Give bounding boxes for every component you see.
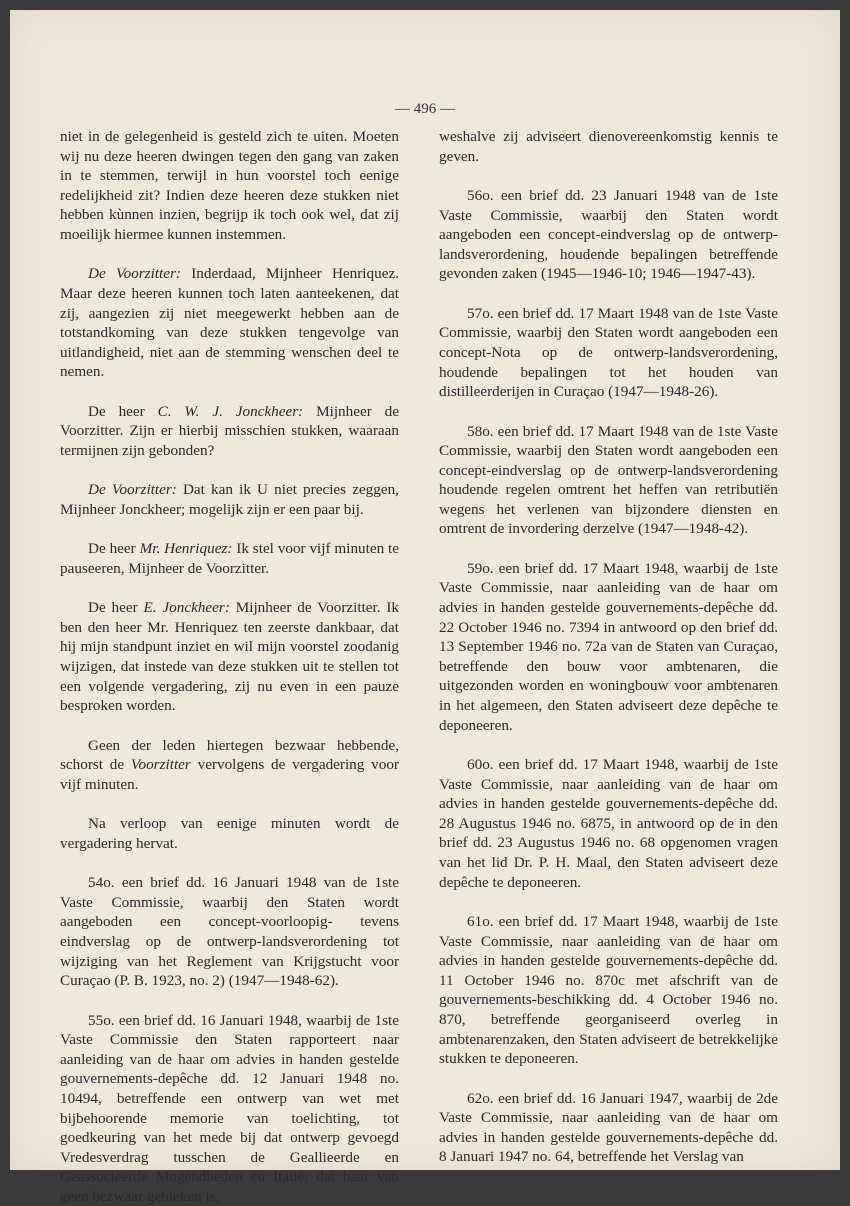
agenda-item: 59o. een brief dd. 17 Maart 1948, waarbij de 1ste Vaste Commissie, naar aanleiding van de haar om advies in handen gestelde gouvernements-depêche dd. 22 October 1946 no. 7394 in antwoord op den brief dd. 13 September 1946 no. 72a van de Staten van Curaçao, betreffende den bouw voor ambtenaren, die uitgezonden worden en woningbouw voor ambtenaren in het algemeen, den Staten adviseert deze depêche te deponeeren. (439, 559, 778, 734)
paragraph: De heer C. W. J. Jonckheer: Mijnheer de Voorzitter. Zijn er hierbij misschien stukken, waaraan termijnen zijn gebonden? (60, 402, 399, 459)
speaker-name: De Voorzitter: (88, 481, 177, 499)
agenda-item: 61o. een brief dd. 17 Maart 1948, waarbij de 1ste Vaste Commissie, naar aanleiding van de haar om advies in handen gestelde gouvernements-depêche dd. 11 October 1946 no. 870c met afschrift van de gouvernements-beschikking dd. 4 October 1946 no. 870, betreffende georganiseerd overleg in ambtenarenzaken, den Staten adviseert de betrekkelijke stukken te deponeeren. (439, 912, 778, 1068)
agenda-item: 62o. een brief dd. 16 Januari 1947, waarbij de 2de Vaste Commissie, naar aanleiding van de haar om advies in handen gestelde gouvernements-depêche dd. 8 Januari 1947 no. 64, betreffende het Verslag van (439, 1089, 778, 1166)
right-column (439, 127, 778, 1167)
paragraph: De heer E. Jonckheer: Mijnheer de Voorzitter. Ik ben den heer Mr. Henriquez ten zeerste dankbaar, dat hij mijn standpunt inziet en wil mijn voorstel zoodanig wijzigen, dat instede van deze stukken uit te stellen tot een volgende vergadering, zij nu even in een pauze besproken worden. (60, 599, 400, 715)
paragraph: De heer Mr. Henriquez: Ik stel voor vijf minuten te pauseeren, Mijnheer de Voorzitter. (60, 540, 399, 577)
agenda-item: 55o. een brief dd. 16 Januari 1948, waarbij de 1ste Vaste Commissie den Staten rapporteert naar aanleiding van de haar om advies in handen gestelde gouvernements-depêche dd. 12 Januari 1948 no. 10494, betreffende een ontwerp van wet met bijbehoorende memorie van toelichting, tot goedkeuring van het mede bij dat ontwerp gevoegd Vredesverdrag tusschen de Geallieerde en Geassocieerde Mogendheden en Italië, dat haar van geen bezwaar gebleken is, (60, 1011, 399, 1205)
paragraph: Na verloop van eenige minuten wordt de vergadering hervat. (60, 815, 399, 852)
agenda-item: 56o. een brief dd. 23 Januari 1948 van de 1ste Vaste Commissie, waarbij den Staten wordt aangeboden een concept-eindverslag op de ontwerp-landsverordening, houdende bepalingen betreffende gevonden zaken (1945—1946-10; 1946—1947-43). (439, 186, 778, 283)
agenda-item: 60o. een brief dd. 17 Maart 1948, waarbij de 1ste Vaste Commissie, naar aanleiding van de haar om advies in handen gestelde gouvernements-depêche dd. 28 Augustus 1946 no. 6875, in antwoord op de in den brief dd. 23 Augustus 1946 no. 68 opgenomen vragen van het lid Dr. P. H. Maal, den Staten adviseert deze depêche te deponeeren. (439, 756, 778, 891)
left-column (60, 127, 399, 1206)
agenda-item: 58o. een brief dd. 17 Maart 1948 van de 1ste Vaste Commissie, waarbij den Staten wordt aangeboden een concept-eindverslag op de ontwerp-landsverordening houdende regelen omtrent het heffen van retributiën wegens het verlenen van bijzondere diensten en omtrent de invordering derzelve (1947—1948-42). (439, 422, 778, 538)
agenda-item: 54o. een brief dd. 16 Januari 1948 van de 1ste Vaste Commissie, waarbij den Staten wordt aangeboden een concept-voorloopig- tevens eindverslag op de ontwerp-landsverordening tot wijziging van het Reglement van Krijgstucht voor Curaçao (P. B. 1923, no. 2) (1947—1948-62). (60, 874, 399, 990)
agenda-item: 57o. een brief dd. 17 Maart 1948 van de 1ste Vaste Commissie, waarbij den Staten wordt aangeboden een concept-Nota op de ontwerp-landsverordening, houdende bepalingen tot het houden van distilleerderijen in Curaçao (1947—1948-26). (439, 304, 778, 401)
paragraph: Geen der leden hiertegen bezwaar hebbende, schorst de Voorzitter vervolgens de vergadering voor vijf minuten. (60, 736, 399, 793)
paragraph: De Voorzitter: Dat kan ik U niet precies zeggen, Mijnheer Jonckheer; mogelijk zijn er een paar bij. (60, 481, 400, 518)
paragraph: De Voorzitter: Inderdaad, Mijnheer Henriquez. Maar deze heeren kunnen toch laten aanteekenen, dat zij, aangezien zij niet meegewerkt hebben aan de totstandkoming van deze stukken tengevolge van uitlandigheid, niet aan de stemming wenschen deel te nemen. (60, 265, 399, 381)
speaker-name: C. W. J. Jonckheer: (157, 402, 304, 420)
speaker-name: Voorzitter (130, 756, 191, 774)
speaker-name: De Voorzitter: (88, 265, 181, 283)
speaker-name: Mr. Henriquez: (139, 540, 233, 558)
speaker-name: E. Jonckheer: (143, 599, 230, 617)
page-number: — 496 — (395, 101, 455, 117)
paragraph: niet in de gelegenheid is gesteld zich te uiten. Moeten wij nu deze heeren dwingen tegen den gang van zaken in te stemmen, terwijl in hun voorstel toch eenige redelijkheid zit? Indien deze heeren deze stukken niet hebben kùnnen inzien, begrijp ik toch ook wel, dat zij moeilijk hiermee kunnen instemmen. (60, 128, 399, 243)
paragraph: weshalve zij adviseert dienovereenkomstig kennis te geven. (439, 128, 778, 165)
